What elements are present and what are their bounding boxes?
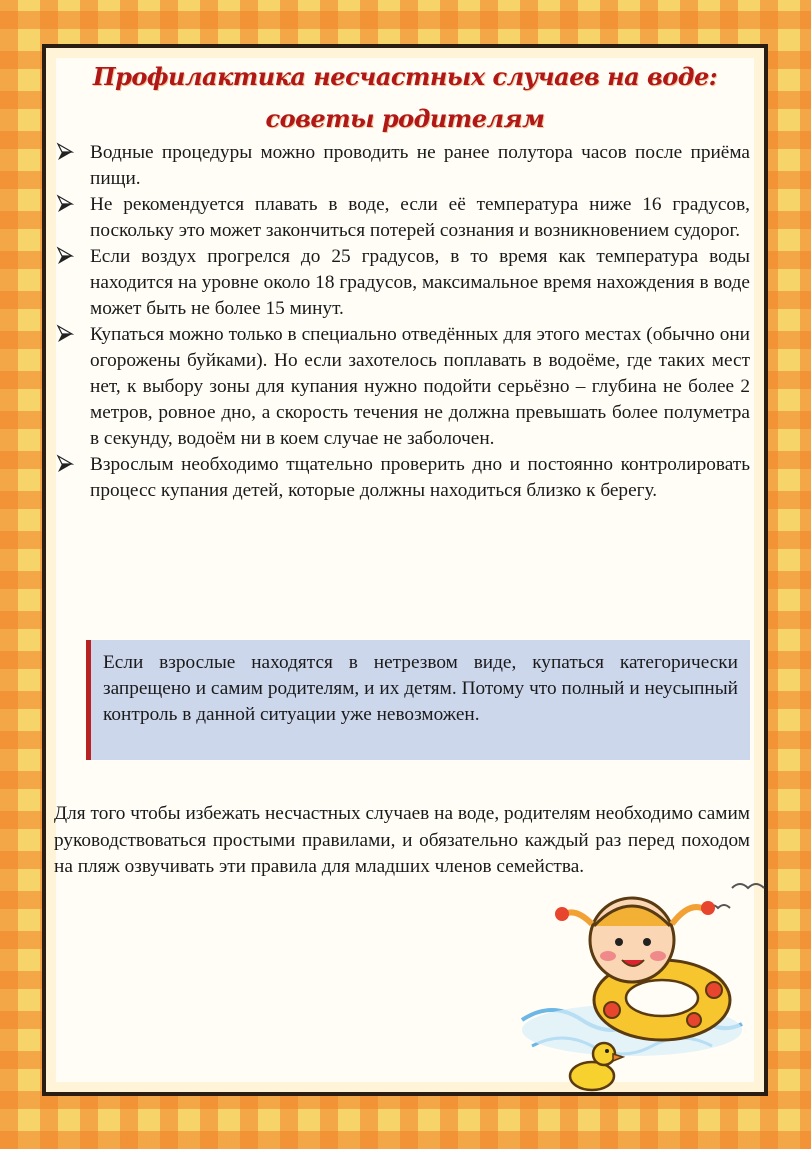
warning-text: Если взрослые находятся в нетрезвом виде, купаться категорически запрещено и самим родителям, и их детям. Потому что полный и неусыпный контроль в данной ситуации уже невозможен. [103, 652, 738, 725]
page-title-line-2: советы родителям [265, 104, 545, 133]
tip-text: Купаться можно только в специально отведённых для этого местах (обычно они огорожены буйками). Но если захотелось поплавать в водоёме, где таких мест нет, к выбору зоны для купания нужно подойти серьёзно – глубина не более 2 метров, ровное дно, а скорость течения не должна превышать более полуметра в секунду, водоём ни в коем случае не заболочен. [90, 324, 750, 449]
warning-note [86, 640, 750, 760]
tip-item [54, 452, 750, 504]
tip-item [54, 244, 750, 322]
tip-item [54, 192, 750, 244]
page-title-line-1: Профилактика несчастных случаев на воде: [92, 62, 718, 91]
arrow-bullet-icon [56, 246, 74, 266]
tip-item [54, 322, 750, 452]
tip-text: Взрослым необходимо тщательно проверить дно и постоянно контролировать процесс купания детей, которые должны находиться близко к берегу. [90, 454, 750, 501]
closing-paragraph: Для того чтобы избежать несчастных случаев на воде, родителям необходимо самим руководствоваться простыми правилами, и обязательно каждый раз перед походом на пляж озвучивать эти правила для младших членов семейства. [54, 803, 750, 877]
arrow-bullet-icon [56, 324, 74, 344]
arrow-bullet-icon [56, 454, 74, 474]
tip-text: Не рекомендуется плавать в воде, если её температура ниже 16 градусов, поскольку это может закончиться потерей сознания и возникновением судорог. [90, 194, 750, 241]
page-card [42, 44, 768, 1096]
tip-text: Водные процедуры можно проводить не ранее полутора часов после приёма пищи. [90, 142, 750, 189]
swimming-child-icon [482, 870, 768, 1100]
tips-list [54, 140, 750, 504]
arrow-bullet-icon [56, 142, 74, 162]
tip-item [54, 140, 750, 192]
tip-text: Если воздух прогрелся до 25 градусов, в то время как температура воды находится на уровне около 18 градусов, максимальное время нахождения в воде может быть не более 15 минут. [90, 246, 750, 319]
arrow-bullet-icon [56, 194, 74, 214]
